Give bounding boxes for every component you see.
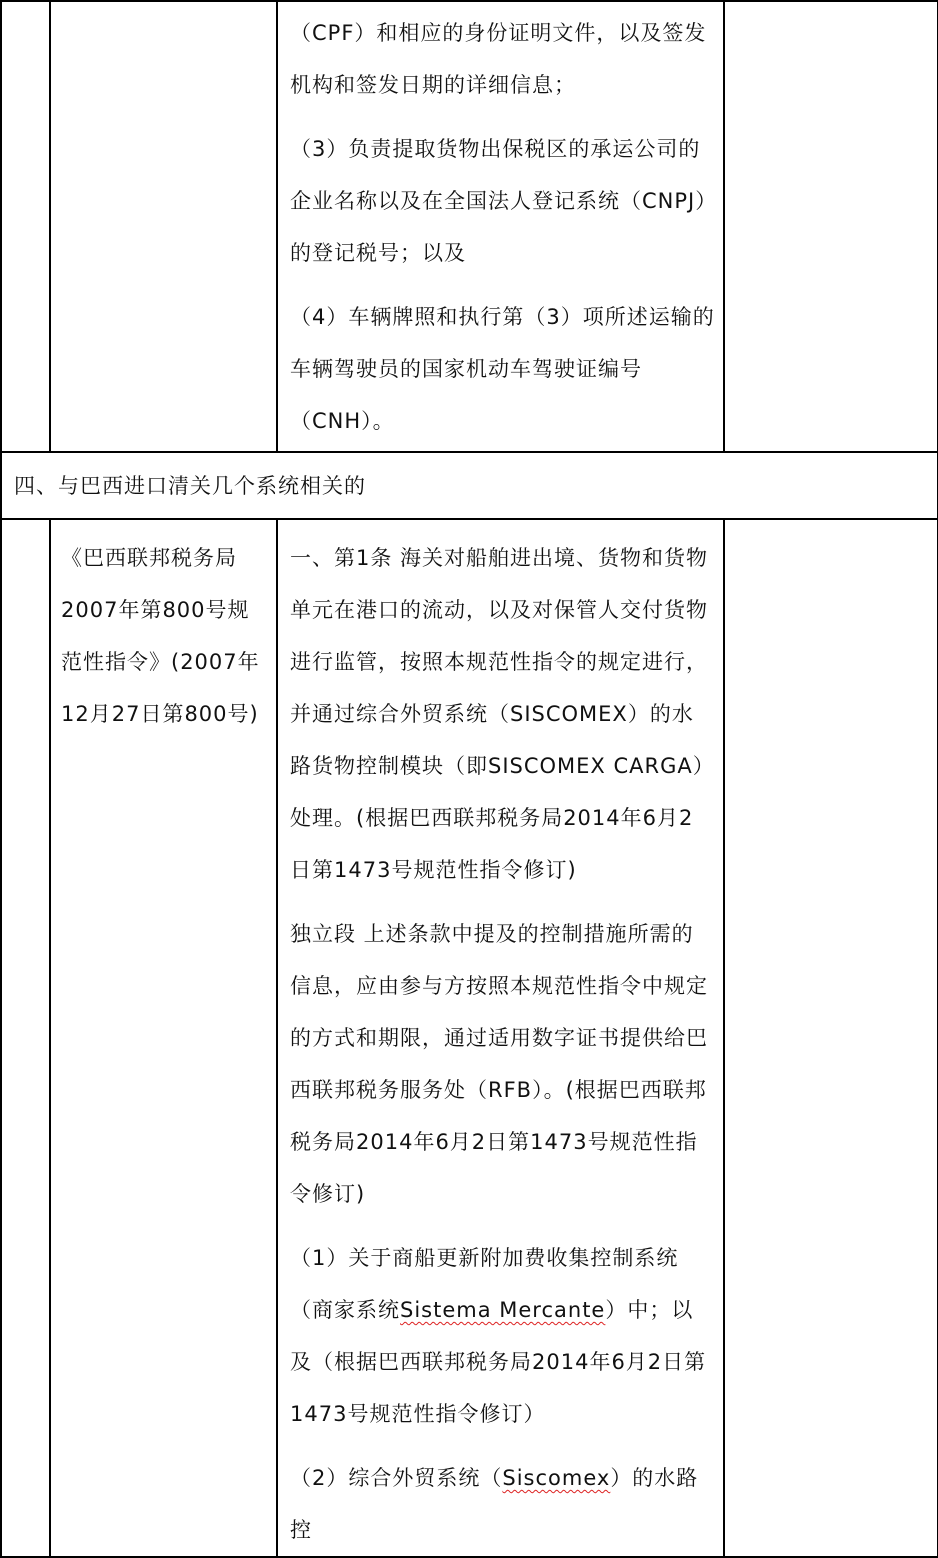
item-text: （2）综合外贸系统（	[290, 1466, 503, 1490]
section-heading-cell	[1, 452, 938, 519]
content-paragraph: 独立段 上述条款中提及的控制措施所需的信息，应由参与方按照本规范性指令中规定的方式和期限，通过适用数字证书提供给巴西联邦税务服务处（RFB）。(根据巴西联邦税务局2014年6月2日第1473号规范性指令修订)	[290, 922, 708, 1206]
table-row	[1, 1, 938, 452]
item-text: （1）关于商船更新附加费收集控制系统（商家系统	[290, 1246, 679, 1322]
index-cell	[1, 1, 50, 452]
content-paragraph	[290, 1232, 715, 1440]
remarks-cell	[724, 1, 938, 452]
spellcheck-term: Siscomex	[502, 1466, 611, 1490]
content-cell	[277, 1, 724, 452]
content-paragraph: 一、第1条 海关对船舶进出境、货物和货物单元在港口的流动，以及对保管人交付货物进行监管，按照本规范性指令的规定进行，并通过综合外贸系统（SISCOMEX）的水路货物控制模块（即SISCOMEX CARGA）处理。(根据巴西联邦税务局2014年6月2日第1473号规范性指令修订)	[290, 546, 715, 882]
source-cell	[50, 519, 277, 1557]
spellcheck-term: Sistema Mercante	[400, 1298, 606, 1322]
item-text: ）中；以及（根据巴西联邦税务局2014年6月2日第1473号规范性指令修订）	[290, 1298, 707, 1426]
index-cell	[1, 519, 50, 1557]
source-cell	[50, 1, 277, 452]
section-heading-row	[1, 452, 938, 519]
content-cell	[277, 519, 724, 1557]
remarks-cell	[724, 519, 938, 1557]
item-text: ）的水路控	[290, 1466, 699, 1542]
section-heading: 四、与巴西进口清关几个系统相关的	[14, 474, 366, 498]
content-paragraph: （4）车辆牌照和执行第（3）项所述运输的车辆驾驶员的国家机动车驾驶证编号（CNH）。	[290, 305, 715, 433]
content-paragraph: （3）负责提取货物出保税区的承运公司的企业名称以及在全国法人登记系统（CNPJ）的登记税号；以及	[290, 137, 707, 265]
content-paragraph: （CPF）和相应的身份证明文件，以及签发机构和签发日期的详细信息；	[290, 21, 707, 97]
document-title: 《巴西联邦税务局2007年第800号规范性指令》(2007年12月27日第800号)	[61, 546, 260, 726]
table-row	[1, 519, 938, 1557]
content-paragraph	[290, 1452, 715, 1556]
